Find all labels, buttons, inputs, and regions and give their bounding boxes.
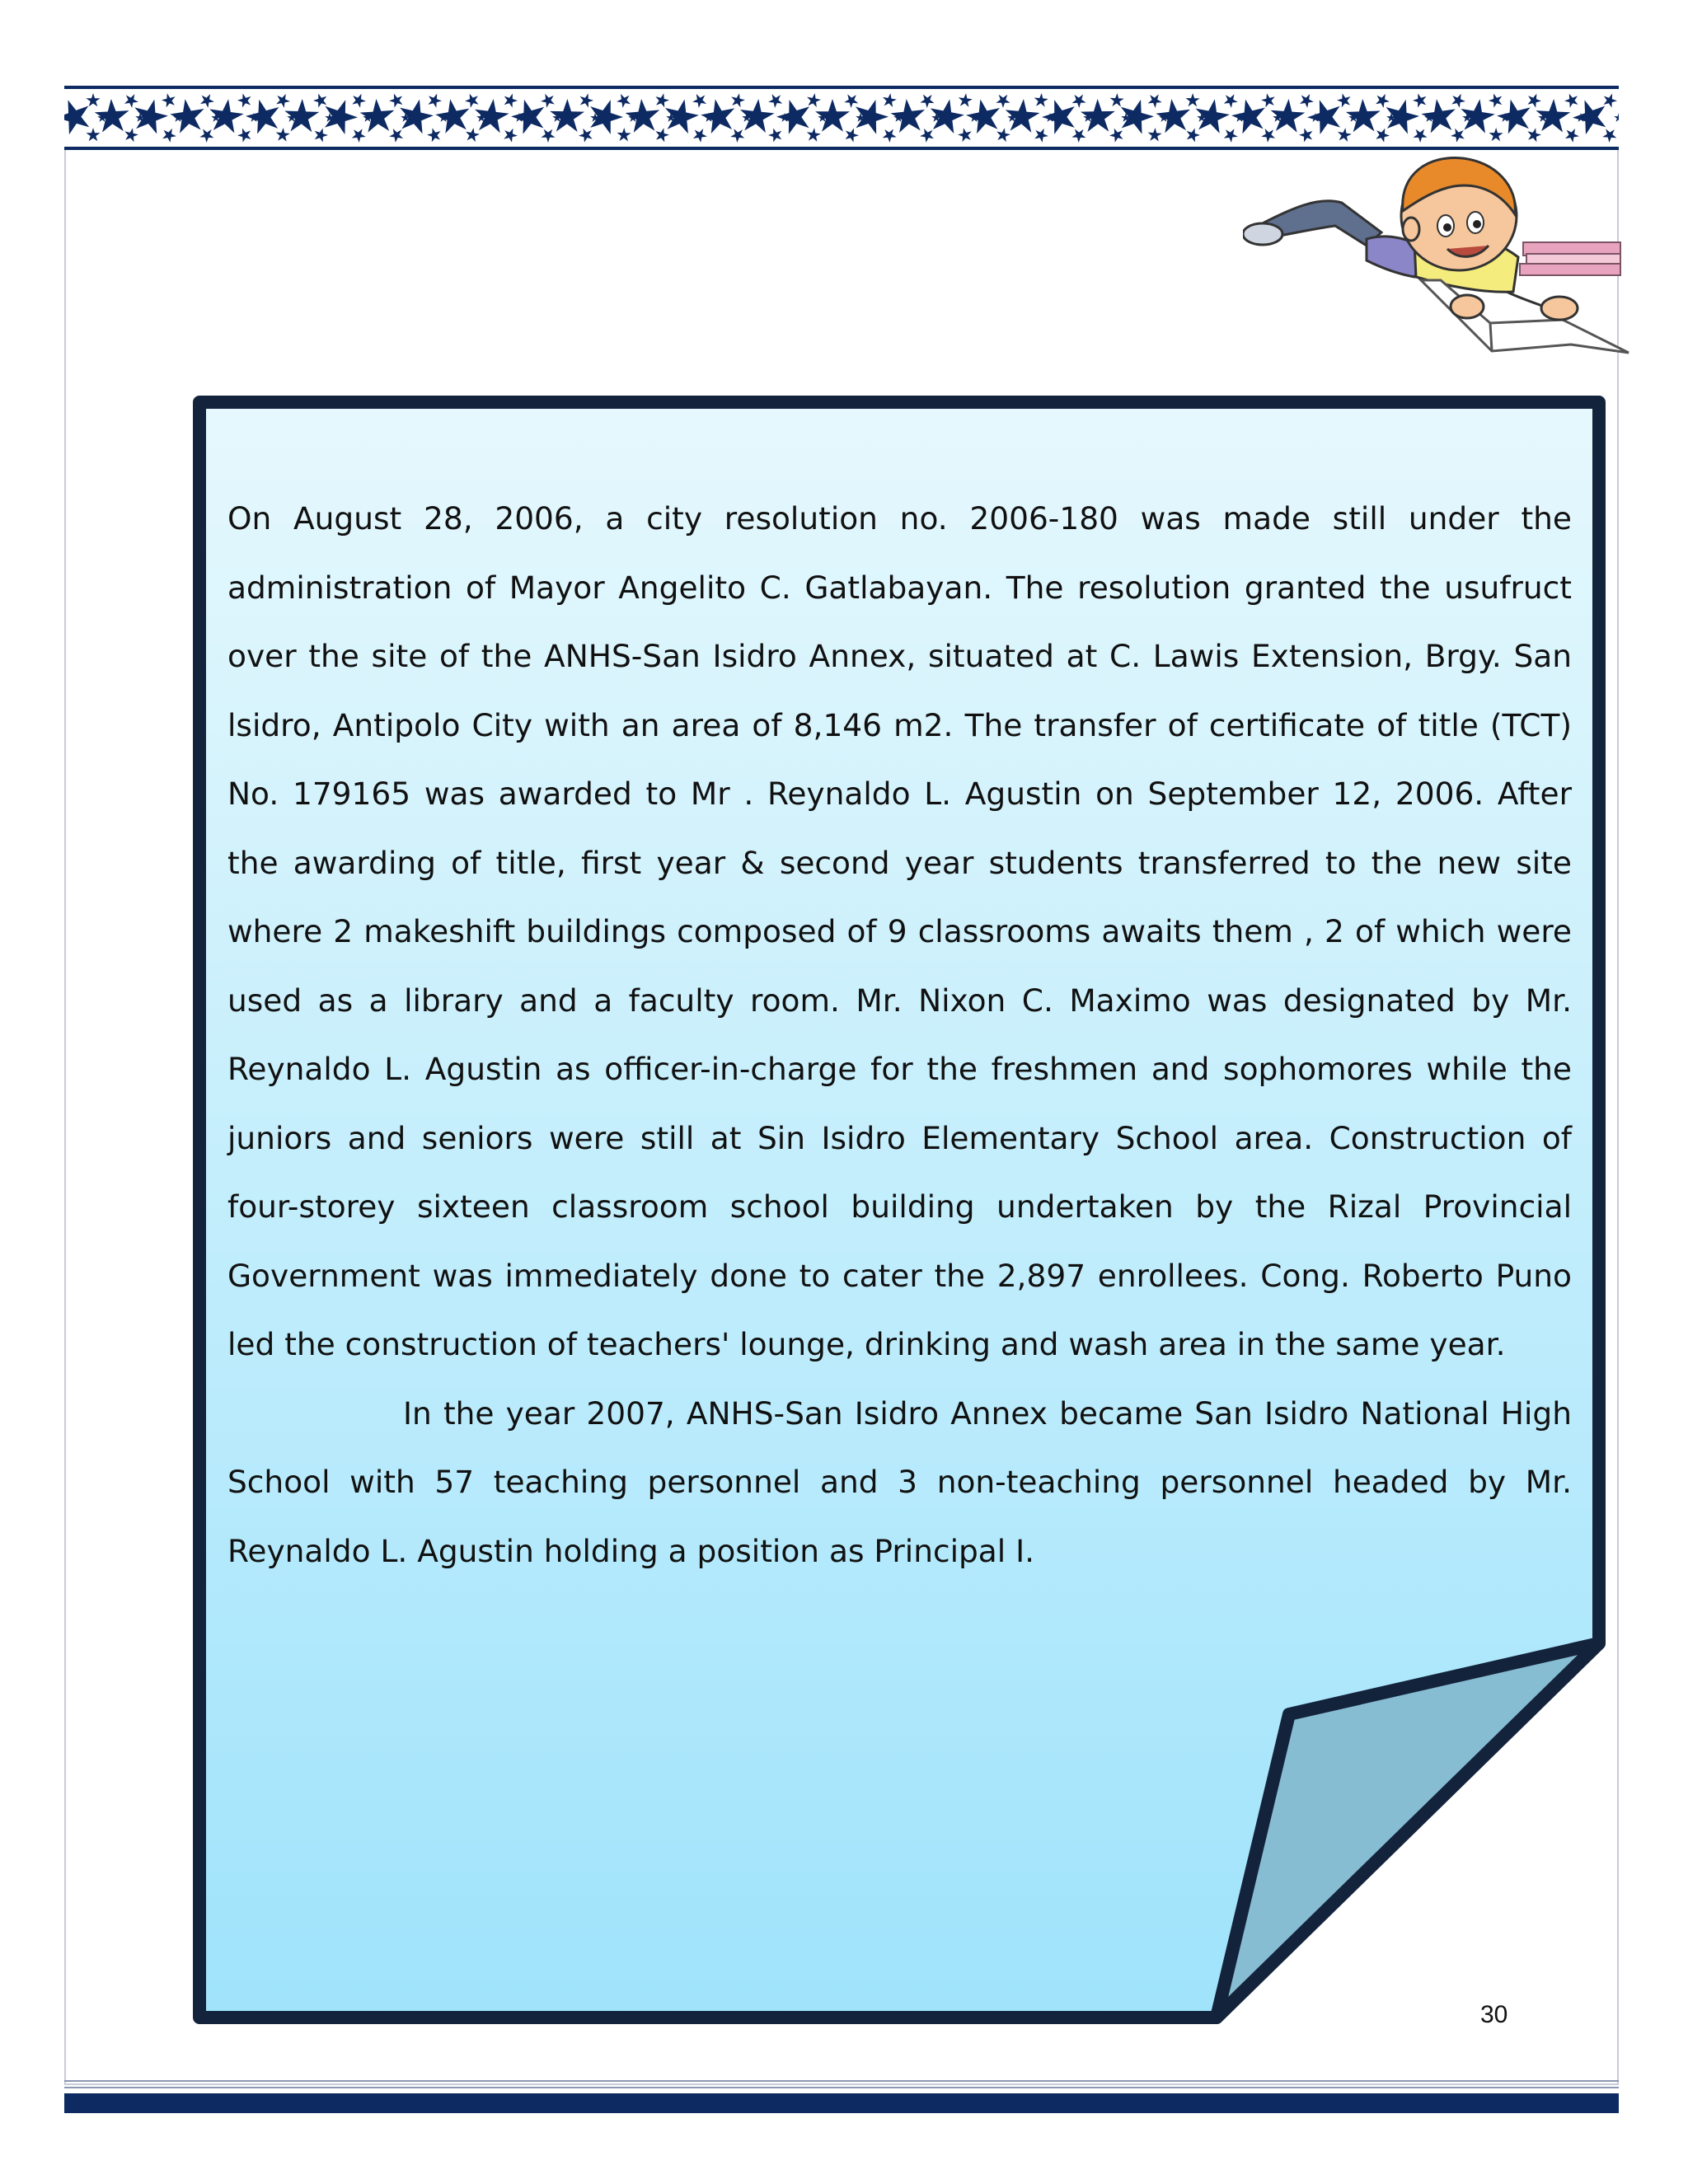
star-icon <box>425 125 444 144</box>
star-icon <box>1146 91 1165 110</box>
star-icon <box>956 125 975 144</box>
star-icon <box>806 127 822 142</box>
star-icon <box>501 125 519 143</box>
star-icon <box>274 91 292 109</box>
star-icon <box>815 99 850 132</box>
star-icon <box>312 91 331 110</box>
star-icon <box>1563 125 1582 143</box>
star-icon <box>236 91 255 110</box>
star-icon <box>1221 91 1240 110</box>
star-icon <box>1614 113 1619 122</box>
star-icon <box>1487 91 1506 110</box>
star-icon <box>1259 91 1278 110</box>
star-icon <box>1269 98 1306 134</box>
star-icon <box>387 91 406 110</box>
paragraph-1: On August 28, 2006, a city resolution no. 2006-180 was made still under the administration of Mayor Angelito C. Gatlabayan. The resolution granted the usufruct over the site of the ANHS-San Isidro Annex, situated at C. Lawis Extension, Brgy. San lsidro, Antipolo City with an area of 8,146 m2. The transfer of certificate of title (TCT) No. 179165 was awarded to Mr . Reynaldo L. Agustin on September 12, 2006. After the awarding of title, first year & second year students transferred to the new site where 2 makeshift buildings composed of 9 classrooms awaits them , 2 of which were used as a library and a faculty room. Mr. Nixon C. Maximo was designated by Mr. Reynaldo L. Agustin as officer-in-charge for the freshmen and sophomores while the juniors and seniors were still at Sin Isidro Elementary School area. Construction of four-storey sixteen classroom school building undertaken by the Rizal Provincial Government was immediately done to cater the 2,897 enrollees. Cong. Roberto Puno led the construction of teachers' lounge, drinking and wash area in the same year. <box>227 500 1572 1362</box>
star-icon <box>577 125 597 145</box>
star-icon <box>1411 125 1430 144</box>
star-icon <box>284 98 319 132</box>
star-icon <box>207 96 246 134</box>
star-icon <box>729 91 746 108</box>
star-icon <box>425 91 443 109</box>
star-icon <box>122 91 141 110</box>
star-icon <box>1032 125 1050 143</box>
star-icon <box>123 126 139 143</box>
star-icon <box>1601 125 1619 144</box>
star-icon <box>767 125 785 144</box>
star-icon <box>160 125 179 143</box>
note-text <box>227 485 1572 1586</box>
star-icon <box>1081 99 1116 133</box>
star-icon <box>1489 128 1503 142</box>
star-icon <box>578 91 595 109</box>
star-icon <box>729 125 748 145</box>
star-icon <box>1147 127 1162 141</box>
star-icon <box>318 94 362 136</box>
star-icon <box>654 91 671 108</box>
star-icon <box>1526 126 1543 143</box>
star-icon <box>502 91 519 109</box>
star-icon <box>767 91 786 110</box>
star-icon <box>617 128 631 142</box>
star-icon <box>463 91 482 110</box>
star-icon <box>1458 96 1498 134</box>
star-icon <box>1345 98 1381 132</box>
star-icon <box>1373 125 1391 143</box>
star-icon <box>1109 93 1124 107</box>
star-icon <box>434 96 473 134</box>
star-icon <box>396 96 437 135</box>
star-icon <box>359 98 396 134</box>
star-icon <box>312 126 330 143</box>
star-icon <box>1336 127 1352 143</box>
star-icon <box>842 126 860 143</box>
star-icon <box>349 125 368 144</box>
star-icon <box>1525 91 1543 109</box>
book-stack-icon <box>1520 242 1620 275</box>
paragraph-2: In the year 2007, ANHS-San Isidro Annex became San Isidro National High School with 57 teaching personnel and 3 non-teaching personnel headed by Mr. Reynaldo L. Agustin holding a position as Principal I. <box>227 1394 1572 1569</box>
star-icon <box>1184 126 1202 143</box>
footer-rule <box>64 2080 1619 2088</box>
star-icon <box>994 91 1013 110</box>
star-icon <box>160 91 179 110</box>
star-icon <box>1373 91 1392 109</box>
star-icon <box>472 97 510 134</box>
star-icon <box>464 127 481 143</box>
star-icon <box>1601 91 1619 109</box>
star-icon <box>236 125 255 145</box>
star-border-header <box>64 86 1619 150</box>
star-icon <box>1449 91 1467 109</box>
star-icon <box>1070 125 1090 144</box>
star-icon <box>1297 91 1316 109</box>
star-icon <box>691 91 710 110</box>
note-card <box>188 396 1622 2036</box>
star-icon <box>242 95 284 135</box>
star-icon <box>850 95 893 136</box>
star-icon <box>1034 92 1048 107</box>
star-icon <box>958 92 973 107</box>
star-icon <box>349 91 368 109</box>
star-icon <box>1535 98 1571 133</box>
star-icon <box>624 97 661 133</box>
star-icon <box>738 97 776 134</box>
star-icon <box>1419 96 1458 134</box>
footer-band <box>64 2093 1619 2113</box>
star-icon <box>198 91 217 109</box>
star-icon <box>198 125 218 144</box>
star-icon <box>550 99 585 133</box>
star-icon <box>995 126 1011 142</box>
open-book-icon <box>1421 280 1629 353</box>
star-icon <box>275 127 290 142</box>
star-icon <box>1493 96 1535 136</box>
star-icon <box>94 98 130 133</box>
star-icon <box>881 92 897 108</box>
star-icon <box>880 125 899 144</box>
star-icon <box>805 92 822 108</box>
star-icon <box>168 96 208 134</box>
star-pattern <box>64 89 1619 147</box>
reading-boy-illustration <box>1243 153 1630 376</box>
star-icon <box>698 96 738 134</box>
star-icon <box>86 93 100 106</box>
star-icon <box>691 125 710 143</box>
star-icon <box>1108 125 1127 145</box>
star-icon <box>86 128 100 141</box>
star-icon <box>1411 91 1430 110</box>
star-icon <box>842 91 862 110</box>
star-icon <box>539 125 558 144</box>
star-icon <box>1297 125 1316 144</box>
page-number: 30 <box>1480 2001 1508 2028</box>
star-icon <box>918 91 938 110</box>
star-icon <box>1568 94 1612 137</box>
star-icon <box>539 91 559 110</box>
star-icon <box>1070 91 1089 110</box>
star-icon <box>1185 93 1199 107</box>
star-icon <box>1563 91 1582 110</box>
star-icon <box>615 91 635 110</box>
star-icon <box>1221 125 1240 144</box>
